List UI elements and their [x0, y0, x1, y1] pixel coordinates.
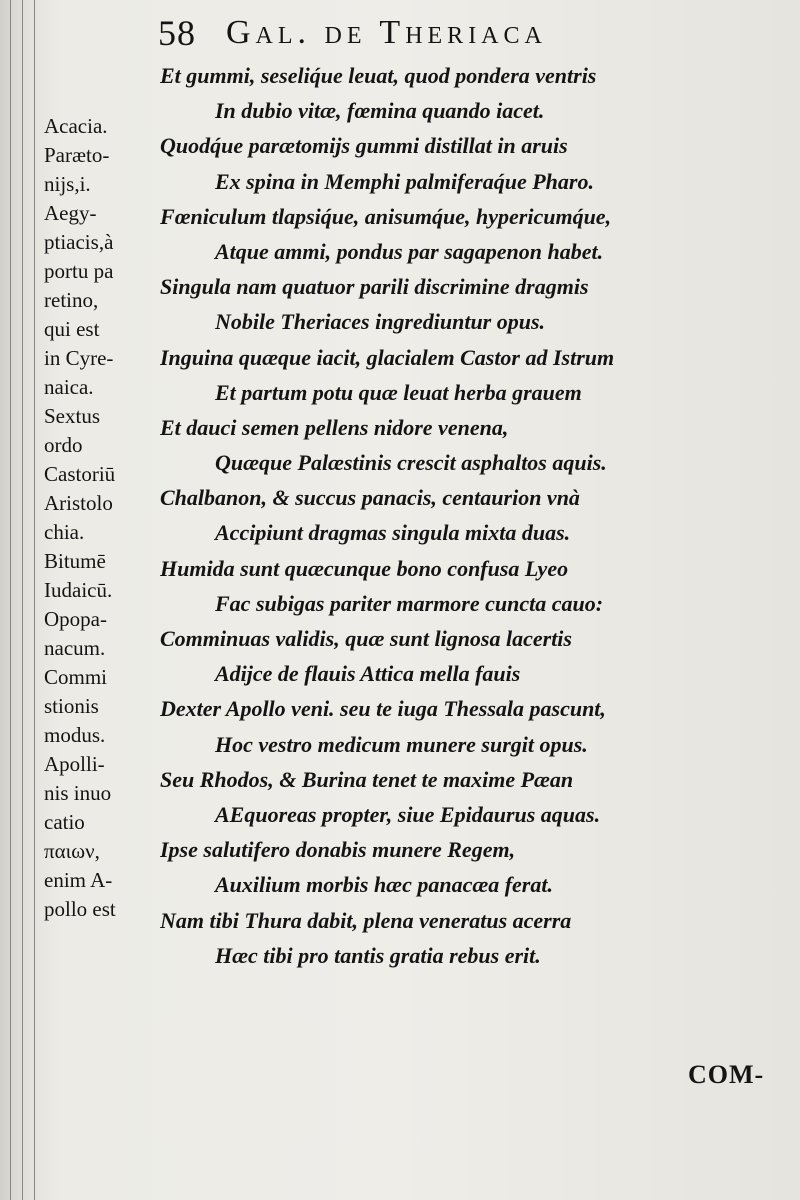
verse-line: Adijce de flauis Attica mella fauis	[215, 661, 521, 687]
verse-line: Ipse salutifero donabis munere Regem,	[160, 837, 516, 863]
verse-line: Ex spina in Memphi palmiferaq́ue Pharo.	[215, 168, 594, 194]
verse-line: Fœniculum tlapsiq́ue, anisumq́ue, hypericumq́ue,	[160, 203, 612, 229]
margin-note: Castoriū	[44, 462, 116, 486]
running-title: Gal. de Theriaca	[226, 14, 547, 51]
margin-note: Aegy-	[44, 201, 97, 225]
page-edge	[22, 0, 23, 1200]
verse-line: Singula nam quatuor parili discrimine dragmis	[160, 274, 589, 300]
verse-line: Hæc tibi pro tantis gratia rebus erit.	[215, 942, 541, 968]
margin-note: Paræto-	[44, 143, 110, 167]
margin-note: Iudaicū.	[44, 578, 113, 602]
verse-line: AEquoreas propter, siue Epidaurus aquas.	[215, 801, 601, 827]
margin-note: in Cyre-	[44, 346, 114, 370]
verse-line: Atque ammi, pondus par sagapenon habet.	[215, 238, 604, 264]
verse-line: Et dauci semen pellens nidore venena,	[160, 414, 509, 440]
margin-notes	[44, 112, 159, 924]
margin-note: nijs,i.	[44, 172, 91, 196]
margin-note: pollo est	[44, 897, 116, 921]
margin-note: Apolli-	[44, 752, 105, 776]
margin-note: nis inuo	[44, 781, 112, 805]
verse-line: Et gummi, seseliq́ue leuat, quod pondera ventris	[160, 63, 597, 88]
verse-line: Dexter Apollo veni. seu te iuga Thessala pascunt,	[160, 696, 606, 722]
verse-line: Nam tibi Thura dabit, plena veneratus acerra	[160, 907, 572, 933]
margin-note: chia.	[44, 520, 85, 544]
margin-note: catio	[44, 810, 85, 834]
verse-line: Auxilium morbis hæc panacæa ferat.	[215, 872, 553, 898]
margin-note: Commi	[44, 665, 108, 689]
verse-line: Inguina quæque iacit, glacialem Castor ad Istrum	[160, 344, 615, 370]
margin-note: nacum.	[44, 636, 106, 660]
margin-note: ordo	[44, 433, 83, 457]
margin-note: qui est	[44, 317, 100, 341]
page-header	[158, 10, 798, 56]
margin-note: Acacia.	[44, 114, 108, 138]
page-number: 58	[158, 13, 196, 53]
verse-line: Fac subigas pariter marmore cuncta cauo:	[215, 590, 604, 616]
margin-note: naica.	[44, 375, 94, 399]
verse-line: Et partum potu quæ leuat herba grauem	[215, 379, 582, 405]
catchword: COM-	[688, 1060, 765, 1089]
verse-line: In dubio vitæ, fœmina quando iacet.	[215, 98, 545, 124]
margin-note: Opopa-	[44, 607, 107, 631]
verse-line: Hoc vestro medicum munere surgit opus.	[215, 731, 588, 757]
verse-line: Humida sunt quæcunque bono confusa Lyeo	[160, 555, 569, 581]
margin-note: retino,	[44, 288, 99, 312]
margin-note: portu pa	[44, 259, 114, 283]
page-edge	[34, 0, 35, 1200]
margin-note: stionis	[44, 694, 99, 718]
margin-note: enim A-	[44, 868, 113, 892]
margin-note: Bitumē	[44, 549, 106, 573]
verse-line: Quodq́ue parætomijs gummi distillat in aruis	[160, 133, 568, 159]
margin-note: ptiacis,à	[44, 230, 114, 254]
margin-note: Aristolo	[44, 491, 113, 515]
verse-line: Nobile Theriaces ingrediuntur opus.	[215, 309, 546, 335]
verse-line: Comminuas validis, quæ sunt lignosa lacertis	[160, 626, 572, 651]
margin-note: modus.	[44, 723, 106, 747]
poem-text	[160, 58, 796, 973]
margin-note: Sextus	[44, 404, 101, 428]
verse-line: Chalbanon, & succus panacis, centaurion vnà	[160, 485, 580, 511]
page-edge	[10, 0, 11, 1200]
verse-line: Accipiunt dragmas singula mixta duas.	[215, 520, 571, 546]
verse-line: Seu Rhodos, & Burina tenet te maxime Pæan	[160, 766, 574, 792]
margin-note: παιων,	[44, 839, 100, 863]
verse-line: Quæque Palæstinis crescit asphaltos aquis.	[215, 450, 607, 476]
